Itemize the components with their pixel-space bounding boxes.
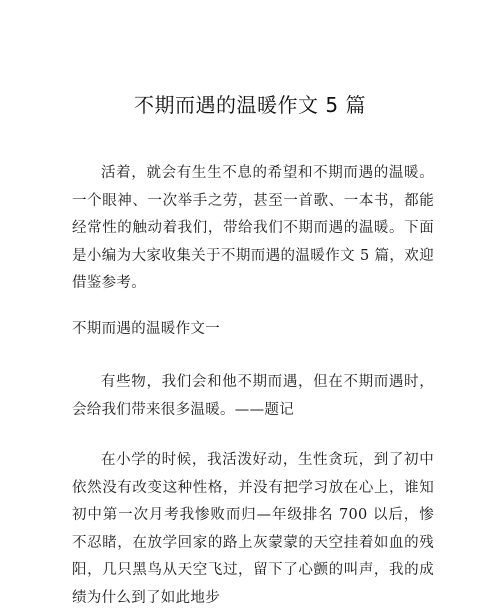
section-heading: 不期而遇的温暖作文一 bbox=[72, 321, 220, 337]
document-title: 不期而遇的温暖作文 5 篇 bbox=[134, 93, 366, 117]
body-paragraph-epigraph: 有些物，我们会和他不期而遇，但在不期而遇时，会给我们带来很多温暖。——题记 bbox=[72, 374, 434, 418]
intro-paragraph: 活着，就会有生生不息的希望和不期而遇的温暖。一个眼神、一次举手之劳，甚至一首歌、一本书，都能经常性的触动着我们，带给我们不期而遇的温暖。下面是小编为大家收集关于不期而遇的温暖作文 5 篇，欢迎借鉴参考。 bbox=[72, 165, 434, 291]
body-paragraph-story: 在小学的时候，我活泼好动，生性贪玩，到了初中依然没有改变这种性格，并没有把学习放在心上，谁知初中第一次月考我惨败而归—年级排名 700 以后，惨不忍睹，在放学回家的路上灰蒙蒙的天空挂着如血的残阳，几只黑鸟从天空飞过，留下了心颤的叫声，我的成绩为什么到了如此地步 bbox=[72, 452, 434, 606]
